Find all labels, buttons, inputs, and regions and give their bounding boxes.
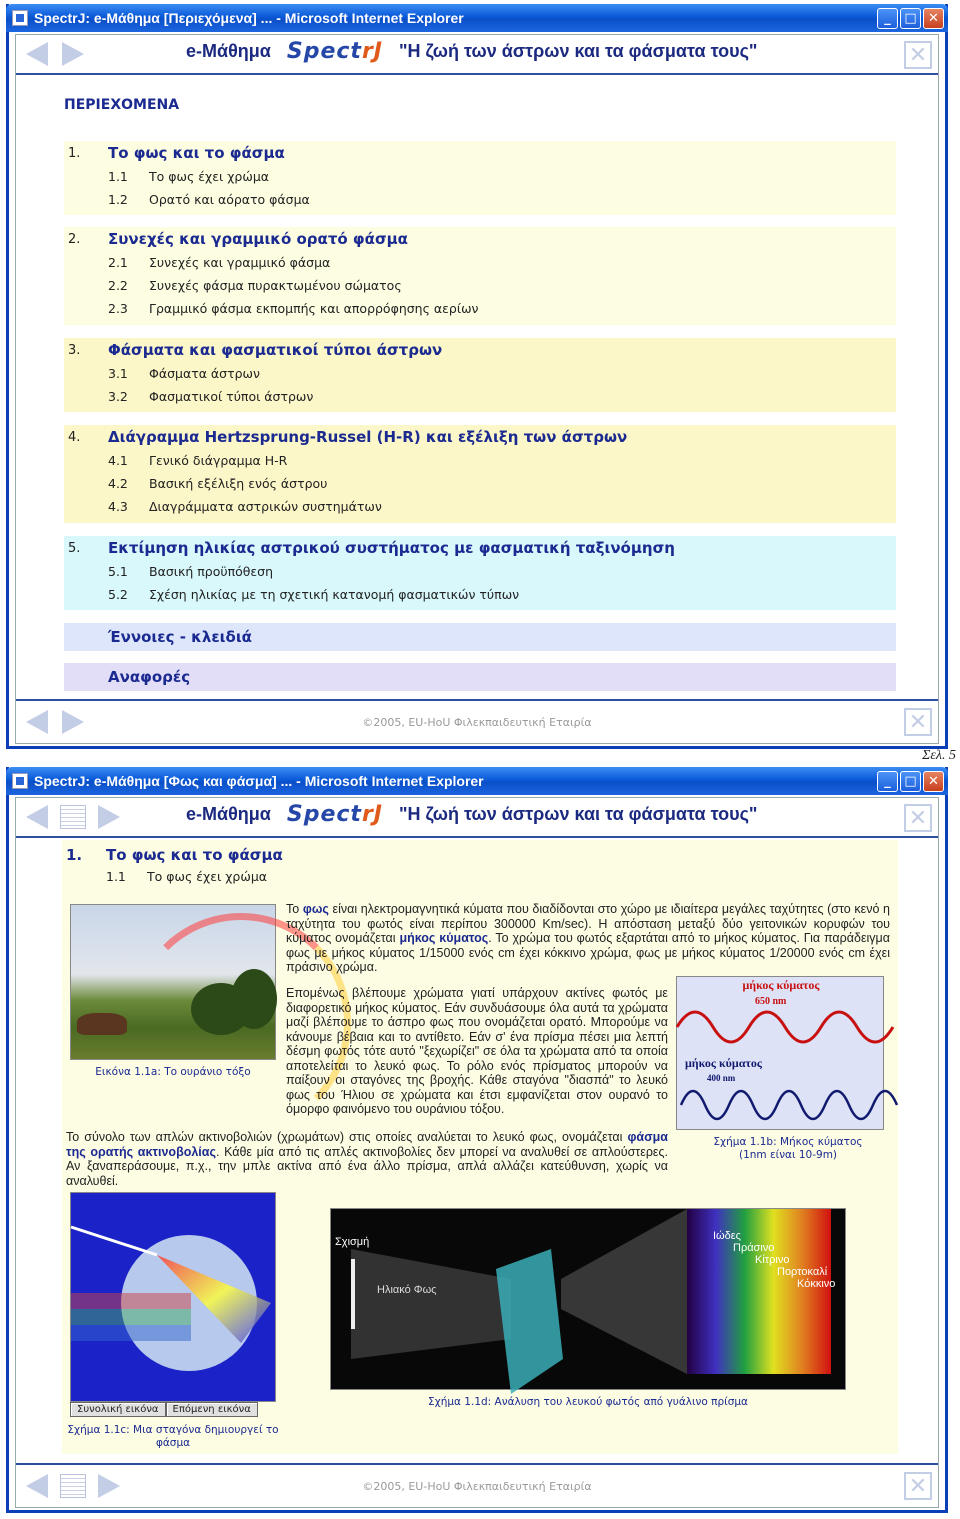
toc-link-3-1[interactable]: Φάσματα άστρων bbox=[149, 366, 261, 381]
caption-1-1b: Σχήμα 1.1b: Μήκος κύματος (1nm είναι 10-9m) bbox=[713, 1136, 863, 1161]
toc-keywords-row bbox=[64, 623, 896, 651]
subsection-number: 3.2 bbox=[108, 389, 128, 404]
paragraph-1: Το φως είναι ηλεκτρομαγνητικά κύματα που διαδίδονται στο χώρο με ιδιαίτερα μεγάλες ταχύτητες (στο κενό η ταχύτητα του φωτός είναι περίπου 300000 Km/sec). Η απόσταση μεταξύ δύο γειτονικών κορυφών του κύματος ονομάζεται μήκος κύματος. Το χρώμα του φωτός εξαρτάται από το μήκος κύματος. Για παράδειγμα φως με μήκος κύματος 1/15000 ενός cm έχει κόκκινο χρώμα, φως με μήκος κύματος 1/20000 ενός cm έχει πράσινο χρώμα. bbox=[286, 902, 890, 974]
red-wave bbox=[677, 1012, 893, 1042]
maximize-button[interactable]: □ bbox=[900, 771, 921, 792]
lesson-body bbox=[62, 840, 898, 1454]
course-label: e-Μάθημα bbox=[186, 804, 271, 824]
toc-link-4-2[interactable]: Βασική εξέλιξη ενός άστρου bbox=[149, 476, 328, 491]
toc-section-1 bbox=[64, 141, 896, 215]
subsection-number: 4.2 bbox=[108, 476, 128, 491]
title-bar bbox=[6, 767, 948, 795]
subsection-number: 1.1 bbox=[106, 869, 126, 884]
overview-image-button[interactable]: Συνολική εικόνα bbox=[70, 1402, 166, 1417]
browser-window-contents bbox=[6, 4, 948, 749]
subsection-number: 2.1 bbox=[108, 255, 128, 270]
toc-link-section-2[interactable]: Συνεχές και γραμμικό ορατό φάσμα bbox=[108, 230, 408, 248]
label-sunlight: Ηλιακό Φως bbox=[377, 1284, 437, 1296]
lesson-nav-bar bbox=[16, 798, 938, 838]
toc-link-2-1[interactable]: Συνεχές και γραμμικό φάσμα bbox=[149, 255, 331, 270]
copyright-text: ©2005, EU-HoU Φιλεκπαιδευτική Εταιρία bbox=[362, 1479, 592, 1493]
section-number: 4. bbox=[68, 429, 81, 445]
toc-link-5-2[interactable]: Σχέση ηλικίας με τη σχετική κατανομή φασματικών τύπων bbox=[149, 587, 520, 602]
spectrj-logo: SpectrJ bbox=[286, 39, 383, 64]
paragraph-2: Επομένως βλέπουμε χρώματα γιατί υπάρχουν ακτίνες φωτός με διαφορετικό μήκος κύματος. Εάν συνδυάσουμε όλα αυτά τα χρώματα μαζί βλέπουμε το άσπρο φως που ονομάζεται ορατό. Μπορούμε να κάνουμε βέβαια και το αντίθετο. Εάν σ' ένα πρίσμα πέσει μια λεπτή δέσμη φωτός τότε αυτό "ξεχωρίζει" σε όλα τα χρώματα από τα οποία αποτελείται το λευκό φως. Το ρόλο ενός πρίσματος μπορούν να παίξουν οι σταγόνες της βροχής. Κάθε σταγόνα "διασπά" το λευκό φως του Ήλιου σε χρώματα και έτσι εμφανίζεται στον ουρανό το όμορφο φαινόμενο του ουράνιου τόξου. bbox=[286, 986, 668, 1116]
toc-link-4-1[interactable]: Γενικό διάγραμμα H-R bbox=[149, 453, 288, 468]
toc-link-keywords[interactable]: Έννοιες - κλειδιά bbox=[108, 628, 252, 646]
subsection-number: 1.1 bbox=[108, 169, 128, 184]
label-yellow: Κίτρινο bbox=[755, 1254, 790, 1266]
caption-1-1c: Σχήμα 1.1c: Μια σταγόνα δημιουργεί το φάσμα bbox=[67, 1424, 279, 1449]
rainbow-photo bbox=[70, 904, 276, 1060]
label-slit: Σχισμή bbox=[335, 1236, 370, 1248]
label-violet: Ιώδες bbox=[713, 1230, 741, 1242]
toc-link-5-1[interactable]: Βασική προϋπόθεση bbox=[149, 564, 273, 579]
page-number: Σελ. 5 bbox=[922, 748, 956, 763]
wave-value-top: 650 nm bbox=[755, 996, 787, 1007]
minimize-button[interactable]: _ bbox=[877, 771, 898, 792]
close-lesson-icon[interactable]: ✕ bbox=[904, 708, 932, 736]
label-orange: Πορτοκαλί bbox=[777, 1266, 828, 1278]
toc-link-references[interactable]: Αναφορές bbox=[108, 668, 191, 686]
toc-link-2-3[interactable]: Γραμμικό φάσμα εκπομπής και απορρόφησης αερίων bbox=[149, 301, 479, 316]
browser-window-lesson bbox=[6, 767, 948, 1513]
close-window-button[interactable]: ✕ bbox=[923, 771, 944, 792]
toc-section-2 bbox=[64, 227, 896, 325]
lesson-nav-bar bbox=[16, 35, 938, 75]
toc-section-4 bbox=[64, 425, 896, 523]
section-number: 2. bbox=[68, 231, 81, 247]
toc-link-1-1[interactable]: Το φως έχει χρώμα bbox=[149, 169, 270, 184]
toc-section-5 bbox=[64, 536, 896, 610]
ie-app-icon bbox=[12, 10, 28, 26]
close-lesson-icon[interactable]: ✕ bbox=[904, 804, 932, 832]
toc-link-section-1[interactable]: Το φως και το φάσμα bbox=[108, 144, 285, 162]
toc-link-section-5[interactable]: Εκτίμηση ηλικίας αστρικού συστήματος με φασματική ταξινόμηση bbox=[108, 539, 675, 557]
course-subtitle: "Η ζωή των άστρων και τα φάσματα τους" bbox=[399, 804, 758, 824]
subsection-number: 5.2 bbox=[108, 587, 128, 602]
section-number: 1. bbox=[68, 145, 81, 161]
forward-arrow-icon[interactable] bbox=[94, 803, 124, 831]
close-lesson-icon[interactable]: ✕ bbox=[904, 1472, 932, 1500]
lesson-footer bbox=[16, 1463, 938, 1507]
link-wavelength[interactable]: μήκος κύματος bbox=[399, 931, 489, 945]
prism-shape bbox=[496, 1249, 563, 1394]
lesson-footer bbox=[16, 699, 938, 743]
toc-link-section-4[interactable]: Διάγραμμα Hertzsprung-Russel (H-R) και εξέλιξη των άστρων bbox=[108, 428, 628, 446]
next-image-button[interactable]: Επόμενη εικόνα bbox=[166, 1402, 258, 1417]
section-number: 3. bbox=[68, 342, 81, 358]
section-number: 1. bbox=[66, 846, 83, 864]
window-title: SpectrJ: e-Μάθημα [Φως και φάσμα] ... - Microsoft Internet Explorer bbox=[34, 773, 484, 789]
blue-wave bbox=[681, 1091, 897, 1119]
ie-app-icon bbox=[12, 773, 28, 789]
wavelength-figure bbox=[676, 976, 884, 1130]
subsection-number: 4.1 bbox=[108, 453, 128, 468]
toc-link-4-3[interactable]: Διαγράμματα αστρικών συστημάτων bbox=[149, 499, 382, 514]
section-number: 5. bbox=[68, 540, 81, 556]
toc-title: ΠΕΡΙΕΧΟΜΕΝΑ bbox=[64, 97, 180, 113]
close-lesson-icon[interactable]: ✕ bbox=[904, 41, 932, 69]
contents-list-icon[interactable] bbox=[58, 803, 88, 831]
subsection-number: 1.2 bbox=[108, 192, 128, 207]
window-title: SpectrJ: e-Μάθημα [Περιεχόμενα] ... - Microsoft Internet Explorer bbox=[34, 10, 464, 26]
label-green: Πράσινο bbox=[733, 1242, 775, 1254]
subsection-number: 5.1 bbox=[108, 564, 128, 579]
minimize-button[interactable]: _ bbox=[877, 8, 898, 29]
subsection-number: 3.1 bbox=[108, 366, 128, 381]
toc-section-3 bbox=[64, 338, 896, 412]
link-light[interactable]: φως bbox=[302, 902, 329, 916]
glass-prism-figure bbox=[330, 1208, 846, 1390]
subsection-number: 2.2 bbox=[108, 278, 128, 293]
title-bar bbox=[6, 4, 948, 32]
wave-label-top: μήκος κύματος bbox=[742, 978, 820, 992]
wave-value-bottom: 400 nm bbox=[707, 1073, 736, 1083]
copyright-text: ©2005, EU-HoU Φιλεκπαιδευτική Εταιρία bbox=[362, 715, 592, 729]
toc-link-3-2[interactable]: Φασματικοί τύποι άστρων bbox=[149, 389, 314, 404]
wave-svg bbox=[677, 977, 885, 1131]
link-visible-spectrum[interactable]: φάσμα της ορατής ακτινοβολίας bbox=[66, 1130, 668, 1159]
spectrj-logo: SpectrJ bbox=[286, 802, 383, 827]
paragraph-3: Το σύνολο των απλών ακτινοβολιών (χρωμάτων) στις οποίες αναλύεται το λευκό φως, ονομάζεται φάσμα της ορατής ακτινοβολίας. Κάθε μία από τις απλές ακτινοβολίες δεν μπορεί να αναλυθεί σε απλούστερες. Αν ξαναπεράσουμε, π.χ., την μπλε ακτίνα από ένα άλλο πρίσμα, απλά αλλάζει κατεύθυνση, χωρίς να αναλυθεί. bbox=[66, 1130, 668, 1188]
course-subtitle: "Η ζωή των άστρων και τα φάσματα τους" bbox=[399, 41, 758, 61]
close-window-button[interactable]: ✕ bbox=[923, 8, 944, 29]
back-arrow-icon[interactable] bbox=[22, 803, 52, 831]
subsection-title: Το φως έχει χρώμα bbox=[147, 869, 268, 884]
toc-references-row bbox=[64, 663, 896, 691]
raindrop-prism-figure bbox=[70, 1192, 276, 1402]
toc-link-1-2[interactable]: Ορατό και αόρατο φάσμα bbox=[149, 192, 310, 207]
caption-1-1a: Εικόνα 1.1a: Το ουράνιο τόξο bbox=[95, 1066, 251, 1078]
caption-1-1d: Σχήμα 1.1d: Ανάλυση του λευκού φωτός από γυάλινο πρίσμα bbox=[428, 1396, 748, 1408]
subsection-number: 4.3 bbox=[108, 499, 128, 514]
paragraph-2-continued bbox=[66, 1058, 668, 1116]
label-red: Κόκκινο bbox=[797, 1278, 836, 1290]
course-label: e-Μάθημα bbox=[186, 41, 271, 61]
subsection-number: 2.3 bbox=[108, 301, 128, 316]
maximize-button[interactable]: □ bbox=[900, 8, 921, 29]
toc-link-section-3[interactable]: Φάσματα και φασματικοί τύποι άστρων bbox=[108, 341, 443, 359]
forward-arrow-icon[interactable] bbox=[58, 40, 88, 68]
section-title: Το φως και το φάσμα bbox=[106, 846, 283, 864]
back-arrow-icon[interactable] bbox=[22, 40, 52, 68]
toc-link-2-2[interactable]: Συνεχές φάσμα πυρακτωμένου σώματος bbox=[149, 278, 402, 293]
wave-label-bottom: μήκος κύματος bbox=[685, 1056, 762, 1070]
